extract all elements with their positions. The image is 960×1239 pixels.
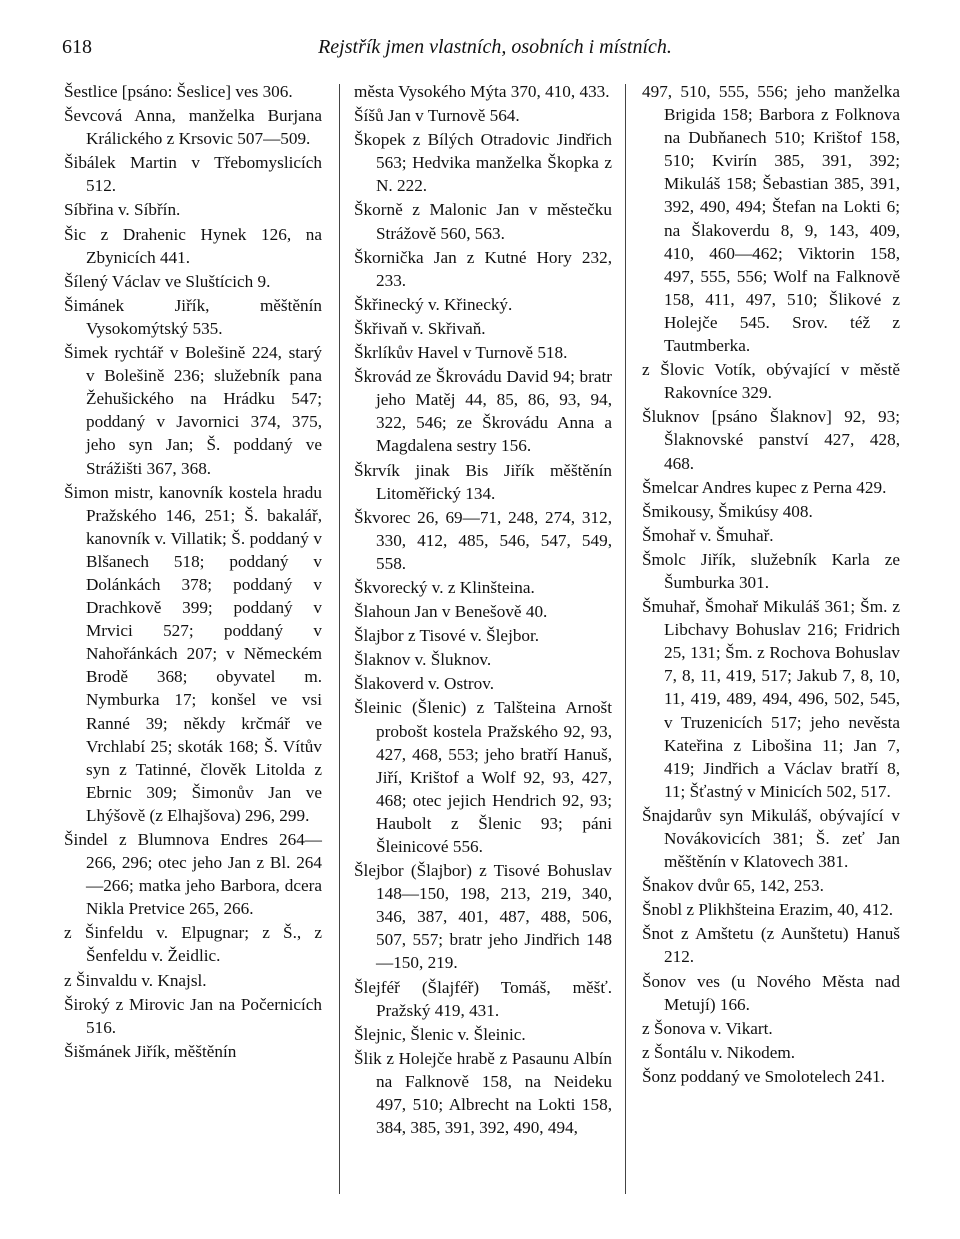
index-entry: Šmuhař, Šmohař Mikuláš 361; Šm. z Libchavy Bohuslav 216; Fridrich 25, 131; Šm. z Rochova Bohuslav 7, 8, 11, 419, 517; Jakub 7, 8, 10, 11, 419, 489, 494, 496, 502, 545, v Truzenicích 517; jeho nevěsta Kateřina z Libošina 11; Jan 7, 419; Jindřich a Václav bratří 8, 11; Šťastný v Minicích 502, 517. <box>642 597 900 801</box>
index-entry: Šonz poddaný ve Smolotelech 241. <box>642 1066 885 1086</box>
index-entry: Široký z Mirovic Jan na Počernicích 516. <box>64 994 322 1037</box>
index-entry: Šmohař v. Šmuhař. <box>642 525 774 545</box>
index-entry: Šlik z Holejče hrabě z Pasaunu Albín na Falknově 158, na Neideku 497, 510; Albrecht na Lokti 158, 384, 385, 391, 392, 490, 494, <box>354 1048 612 1138</box>
index-entry: Šmelcar Andres kupec z Perna 429. <box>642 477 887 497</box>
index-column-1 <box>64 80 322 1064</box>
index-entry: Škvorec 26, 69—71, 248, 274, 312, 330, 412, 485, 546, 547, 549, 558. <box>354 507 612 573</box>
column-rule-left <box>339 84 340 1194</box>
index-entry: Šibálek Martin v Třebomyslicích 512. <box>64 153 322 196</box>
index-entry: Šimon mistr, kanovník kostela hradu Pražského 146, 251; Š. bakalář, kanovník v. Villatik; Š. poddaný v Blšanech 518; poddaný v Dolánkách 378; poddaný v Drachkově 399; poddaný v Mrvici 527; poddaný v Nahořánkách 207; v Německém Brodě 368; obyvatel m. Nymburka 17; konšel ve vsi Ranné 39; někdy krčmář ve Vrchlabí 25; skoták 168; Š. Vítův syn z Tatinné, člověk Litolda z Ebrnic 309; Šimonův Jan ve Lhýšově (z Elhajšova) 296, 299. <box>64 482 322 825</box>
index-column-3 <box>642 80 900 1089</box>
index-entry: Šnakov dvůr 65, 142, 253. <box>642 876 824 896</box>
index-entry: Šmolc Jiřík, služebník Karla ze Šumburka 301. <box>642 549 900 592</box>
running-title: Rejstřík jmen vlastních, osobních i místních. <box>318 36 672 58</box>
index-entry: Šlejnic, Šlenic v. Šleinic. <box>354 1024 526 1044</box>
index-entry: Šluknov [psáno Šlaknov] 92, 93; Šlaknovské panství 427, 428, 468. <box>642 407 900 473</box>
index-entry: Šlajbor z Tisové v. Šlejbor. <box>354 626 540 646</box>
index-entry: Šindel z Blumnova Endres 264—266, 296; otec jeho Jan z Bl. 264—266; matka jeho Barbora, dcera Nikla Pretvice 265, 266. <box>64 830 322 919</box>
index-entry: 497, 510, 555, 556; jeho manželka Brigida 158; Barbora z Folknova na Dubňanech 510; Krištof 158, 510; Kvirín 385, 391, 392; Mikuláš 158; Šebastian 385, 391, 392, 490, 494; Štefan na Lokti 6; na Šlakoverdu 8, 9, 143, 409, 410, 460—462; Viktorin 158, 497, 555, 556; Wolf na Falknově 158, 411, 497, 510; Šlikové z Holejče 545. Srov. též z Tautmberka. <box>642 82 900 356</box>
index-entry: Ševcová Anna, manželka Burjana Králického z Krsovic 507—509. <box>64 106 322 149</box>
index-entry: města Vysokého Mýta 370, 410, 433. <box>354 82 610 101</box>
index-entry: Škrovád ze Škrovádu David 94; bratr jeho Matěj 44, 85, 86, 93, 94, 322, 546; ze Škrovádu Anna a Magdalena sestry 156. <box>354 367 612 456</box>
index-entry: Šic z Drahenic Hynek 126, na Zbynicích 441. <box>64 224 322 267</box>
index-entry: Šlejféř (Šlajféř) Tomáš, měšť. Pražský 419, 431. <box>354 977 612 1020</box>
index-entry: Škřinecký v. Křinecký. <box>354 294 513 314</box>
index-entry: z Šinvaldu v. Knajsl. <box>64 970 207 990</box>
index-entry: Škorně z Malonic Jan v městečku Strážově 560, 563. <box>354 200 612 243</box>
index-entry: Šišmánek Jiřík, měštěnín <box>64 1041 237 1061</box>
index-entry: Škrvík jinak Bis Jiřík měštěnín Litoměřický 134. <box>354 460 612 503</box>
index-entry: z Šontálu v. Nikodem. <box>642 1042 796 1062</box>
index-column-2 <box>354 80 612 1140</box>
index-entry: z Šinfeldu v. Elpugnar; z Š., z Šenfeldu v. Žeidlic. <box>64 923 322 966</box>
index-entry: Šimek rychtář v Bolešině 224, starý v Bolešině 236; služebník pana Žehušického na Hrádku 547; poddaný v Javornici 374, 375, jeho syn Jan; Š. poddaný ve Strážišti 367, 368. <box>64 343 322 478</box>
index-entry: Šmikousy, Šmikúsy 408. <box>642 501 813 521</box>
index-entry: Šílený Václav ve Sluštícich 9. <box>64 271 271 291</box>
column-rule-right <box>625 84 626 1194</box>
index-entry: Šlejbor (Šlajbor) z Tisové Bohuslav 148—150, 198, 213, 219, 340, 346, 387, 401, 487, 488, 506, 507, 557; bratr jeho Jindřich 148—150, 219. <box>354 861 612 973</box>
index-entry: Šíšů Jan v Turnově 564. <box>354 106 520 126</box>
index-entry: Šnajdarův syn Mikuláš, obývající v Novákovicích 381; Š. zeť Jan měštěnín v Klatovech 381. <box>642 805 900 872</box>
index-entry: Škornička Jan z Kutné Hory 232, 233. <box>354 247 612 290</box>
index-entry: Síbřina v. Síbřín. <box>64 200 181 220</box>
index-entry: Škvorecký v. z Klinšteina. <box>354 577 535 597</box>
index-entry: Šnobl z Plikhšteina Erazim, 40, 412. <box>642 900 894 920</box>
index-entry: Šleinic (Šlenic) z Talšteina Arnošt probošt kostela Pražského 92, 93, 427, 468, 553; jeho bratří Hanuš, Jiří, Krištof a Wolf 92, 93, 427, 468; otec jejich Hendrich 92, 93; Haubolt z Šlenic 93; páni Šleinicové 556. <box>354 698 612 856</box>
index-entry: Šimánek Jiřík, měštěnín Vysokomýtský 535. <box>64 295 322 338</box>
index-entry: Šnot z Amštetu (z Aunštetu) Hanuš 212. <box>642 924 900 967</box>
index-entry: Škřivaň v. Skřivaň. <box>354 318 486 338</box>
index-entry: Škrlíkův Havel v Turnově 518. <box>354 343 568 363</box>
index-entry: Šlaknov v. Šluknov. <box>354 650 492 670</box>
index-entry: Šlakoverd v. Ostrov. <box>354 674 495 694</box>
index-entry: Šlahoun Jan v Benešově 40. <box>354 602 548 622</box>
index-entry: Šestlice [psáno: Šeslice] ves 306. <box>64 82 293 101</box>
page-number: 618 <box>62 36 92 58</box>
index-entry: Šonov ves (u Nového Města nad Metují) 166. <box>642 971 900 1014</box>
index-entry: z Šlovic Votík, obývající v městě Rakovníce 329. <box>642 360 900 403</box>
index-entry: Škopek z Bílých Otradovic Jindřich 563; Hedvika manželka Škopka z N. 222. <box>354 130 612 196</box>
index-entry: z Šonova v. Vikart. <box>642 1018 773 1038</box>
